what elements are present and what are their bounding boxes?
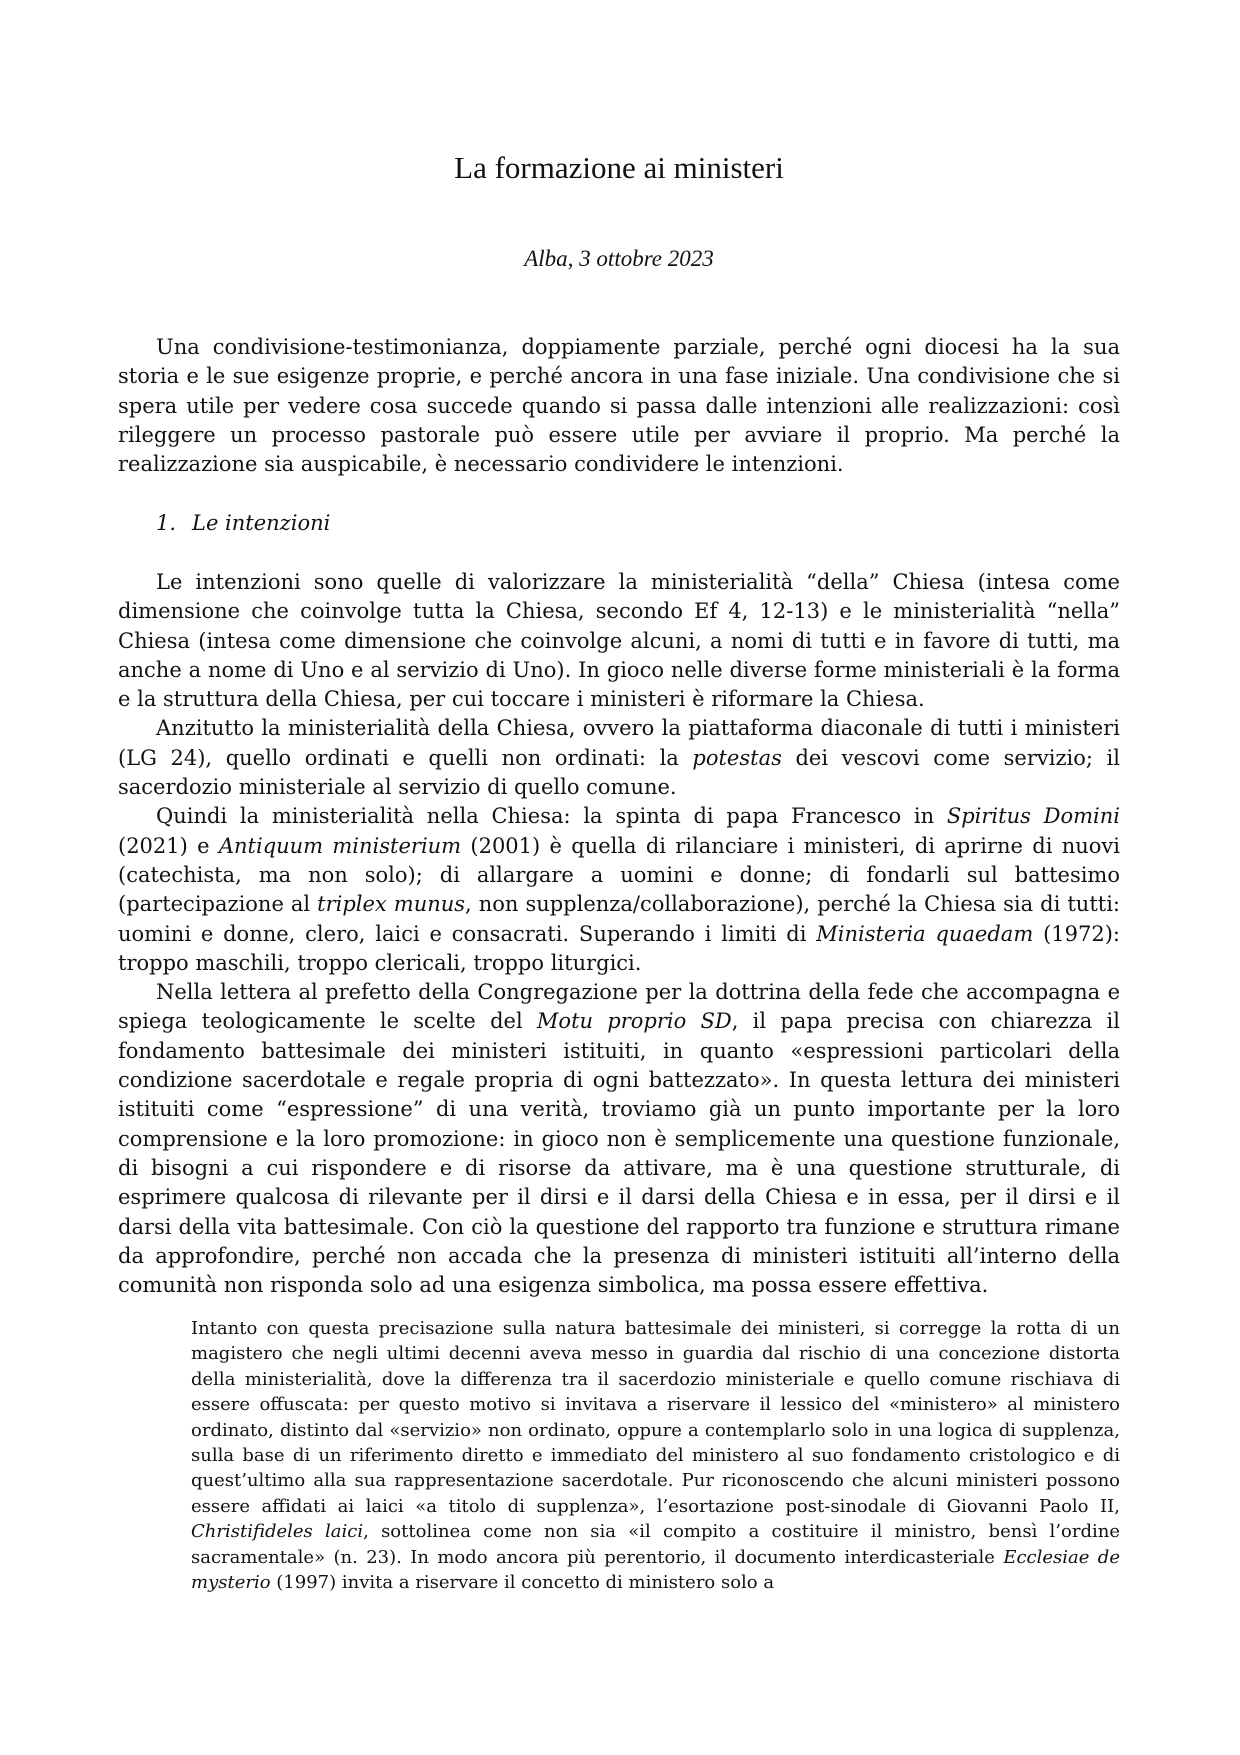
section-heading-intenzioni — [156, 511, 330, 535]
italic-title: Antiquum ministerium — [218, 833, 462, 858]
section-body — [118, 568, 1120, 1300]
section-number: 1. — [156, 511, 177, 535]
paragraph-ministerialita-nella-chiesa: Quindi la ministerialità nella Chiesa: la spinta di papa Francesco in Spiritus Domini (2021) e Antiquum ministerium (2001) è quella di rilanciare i ministeri, di aprirne di nuovi (catechista, ma non solo); di allargare a uomini e donne; di fondarli sul battesimo (partecipazione al triplex munus, non supplenza/collaborazione), perché la Chiesa sia di tutti: uomini e donne, clero, laici e consacrati. Superando i limiti di Ministeria quaedam (1972): troppo maschili, troppo clericali, troppo liturgici. — [118, 804, 1120, 975]
intro-paragraph: Una condivisione-testimonianza, doppiamente parziale, perché ogni diocesi ha la sua storia e le sue esigenze proprie, e perché ancora in una fase iniziale. Una condivisione che si spera utile per vedere cosa succede quando si passa dalle intenzioni alle realizzazioni: così rileggere un processo pastorale può essere utile per avviare il proprio. Ma perché la realizzazione sia auspicabile, è necessario condividere le intenzioni. — [118, 335, 1120, 477]
italic-title: Spiritus Domini — [946, 804, 1120, 829]
section-title: Le intenzioni — [192, 511, 331, 535]
italic-term: potestas — [692, 745, 782, 770]
block-quote — [191, 1316, 1120, 1595]
italic-title: Christifideles laici — [191, 1521, 364, 1543]
paragraph-intenzioni: Le intenzioni sono quelle di valorizzare la ministerialità “della” Chiesa (intesa come dimensione che coinvolge tutta la Chiesa, secondo Ef 4, 12-13) e le ministerialità “nella” Chiesa (intesa come dimensione che coinvolge alcuni, a nomi di tutti e in favore di tutti, ma anche a nome di Uno e al servizio di Uno). In gioco nelle diverse forme ministeriali è la forma e la struttura della Chiesa, per cui toccare i ministeri è riformare la Chiesa. — [118, 570, 1120, 712]
quote-paragraph: Intanto con questa precisazione sulla natura battesimale dei ministeri, si corregge la rotta di un magistero che negli ultimi decenni aveva messo in guardia dal rischio di una concezione distorta della ministerialità, dove la differenza tra il sacerdozio ministeriale e quello comune rischiava di essere offuscata: per questo motivo si invitava a riservare il lessico del «ministero» al ministero ordinato, distinto dal «servizio» non ordinato, oppure a contemplarlo solo in una logica di supplenza, sulla base di un riferimento diretto e immediato del ministero al suo fondamento cristologico e di quest’ultimo alla sua rappresentazione sacerdotale. Pur riconoscendo che alcuni ministeri possono essere affidati ai laici «a titolo di supplenza», l’esortazione post-sinodale di Giovanni Paolo II, Christifideles laici, sottolinea come non sia «il compito a costituire il ministro, bensì l’ordine sacramentale» (n. 23). In modo ancora più perentorio, il documento interdicasteriale Ecclesiae de mysterio (1997) invita a riservare il concetto di ministero solo a — [191, 1318, 1120, 1594]
italic-title: Ecclesiae de mysterio — [191, 1546, 1120, 1594]
italic-title: Motu proprio SD — [536, 1009, 732, 1034]
intro-section — [118, 333, 1120, 479]
dateline: Alba, 3 ottobre 2023 — [524, 246, 714, 271]
paragraph-ministerialita-della-chiesa: Anzitutto la ministerialità della Chiesa, ovvero la piattaforma diaconale di tutti i ministeri (LG 24), quello ordinati e quelli non ordinati: la potestas dei vescovi come servizio; il sacerdozio ministeriale al servizio di quello comune. — [118, 716, 1120, 800]
document-title: La formazione ai ministeri — [454, 150, 784, 185]
paragraph-lettera-prefetto: Nella lettera al prefetto della Congregazione per la dottrina della fede che accompagna e spiega teologicamente le scelte del Motu proprio SD, il papa precisa con chiarezza il fondamento battesimale dei ministeri istituiti, in quanto «espressioni particolari della condizione sacerdotale e regale propria di ogni battezzato». In questa lettura dei ministeri istituiti come “espressione” di una verità, troviamo già un punto importante per la loro comprensione e la loro promozione: in gioco non è semplicemente una questione funzionale, di bisogni a cui rispondere e di risorse da attivare, ma è una questione strutturale, di esprimere qualcosa di rilevante per il dirsi e il darsi della Chiesa e in essa, per il dirsi e il darsi della vita battesimale. Con ciò la questione del rapporto tra funzione e struttura rimane da approfondire, perché non accada che la presenza di ministeri istituiti all’interno della comunità non risponda solo ad una esigenza simbolica, ma possa essere effettiva. — [118, 980, 1120, 1298]
italic-term: triplex munus — [317, 892, 466, 917]
italic-title: Ministeria quaedam — [816, 921, 1034, 946]
